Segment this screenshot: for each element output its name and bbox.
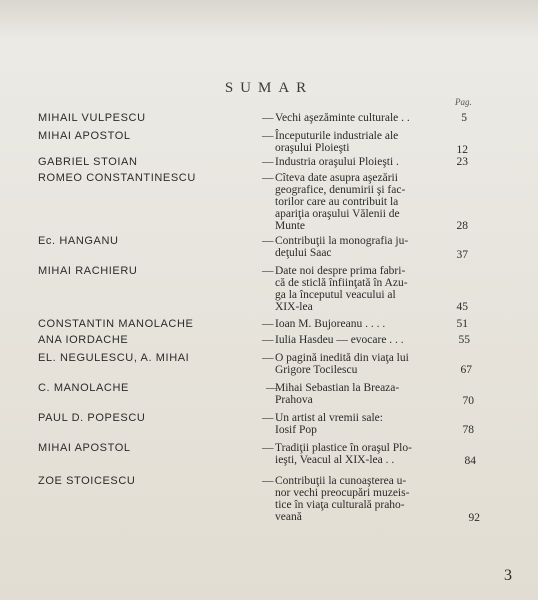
page-title: SUMAR (224, 80, 314, 96)
toc-author: ROMEO CONSTANTINESCU (38, 172, 196, 184)
toc-title-line: Prahova (275, 394, 313, 406)
toc-title-line: tice în viaţa culturală praho- (275, 499, 405, 511)
toc-title (275, 475, 409, 523)
toc-author: ZOE STOICESCU (38, 475, 136, 487)
toc-author: MIHAI RACHIERU (38, 265, 138, 277)
toc-page-number: 92 (468, 512, 480, 524)
toc-page-number: 45 (456, 301, 468, 313)
toc-title-line: Munte (275, 220, 306, 232)
previous-page-edge (0, 0, 538, 40)
toc-title-line: Cîteva date asupra aşezării (275, 172, 398, 184)
toc-title (275, 352, 409, 376)
toc-author: EL. NEGULESCU, A. MIHAI (38, 352, 190, 364)
toc-title-line: Contribuţii la monografia ju- (275, 235, 409, 247)
toc-title-line: Grigore Tocilescu (275, 364, 358, 376)
toc-dash: — (262, 352, 274, 364)
toc-dash: — (262, 318, 274, 330)
toc-dash: — (262, 235, 274, 247)
toc-title-line: că de sticlă înfiinţată în Azu- (275, 277, 408, 289)
toc-page-number: 78 (462, 424, 474, 436)
toc-title-line: XIX-lea (275, 301, 313, 313)
toc-dash: — (262, 334, 274, 346)
toc-dash: — (262, 112, 274, 124)
toc-page-number: 23 (456, 156, 468, 168)
toc-page-number: 51 (456, 318, 468, 330)
toc-title (275, 156, 399, 168)
toc-title-line: O pagină inedită din viaţa lui (275, 352, 409, 364)
toc-page-number: 55 (458, 334, 470, 346)
toc-title (275, 382, 399, 406)
toc-title-line: apariţia oraşului Vălenii de (275, 208, 400, 220)
toc-title-line: Un artist al vremii sale: (275, 412, 383, 424)
toc-title (275, 235, 408, 259)
toc-title (275, 130, 398, 154)
toc-title-line: Date noi despre prima fabri- (275, 265, 406, 277)
toc-dash: — (266, 382, 278, 394)
toc-title-line: nor vechi preocupări muzeis- (275, 487, 410, 499)
toc-title (275, 318, 385, 330)
toc-title-line: ga la începutul veacului al (275, 289, 396, 301)
toc-dash: — (262, 265, 274, 277)
page-column-label: Pag. (455, 97, 472, 107)
toc-title (275, 442, 412, 466)
toc-dash: — (262, 156, 274, 168)
toc-title-line: Iosif Pop (275, 424, 317, 436)
toc-page-number: 28 (456, 220, 468, 232)
toc-author: MIHAI APOSTOL (38, 130, 131, 142)
toc-title-line: oraşului Ploieşti (275, 142, 350, 154)
toc-author: GABRIEL STOIAN (38, 156, 138, 168)
toc-title-line: torilor care au contribuit la (275, 196, 399, 208)
toc-dash: — (262, 442, 274, 454)
toc-dash: — (262, 412, 274, 424)
toc-title-line: veană (275, 511, 302, 523)
toc-title-line: geografice, denumirii şi fac- (275, 184, 406, 196)
toc-page-number: 12 (456, 144, 468, 156)
toc-title-line: deţului Saac (275, 247, 332, 259)
toc-author: CONSTANTIN MANOLACHE (38, 318, 194, 330)
toc-page-number: 84 (464, 455, 476, 467)
folio-number: 3 (504, 567, 512, 584)
toc-page-number: 5 (461, 112, 467, 124)
toc-title (275, 265, 408, 313)
toc-title-line: Tradiţii plastice în oraşul Plo- (275, 442, 412, 454)
toc-dash: — (262, 475, 274, 487)
toc-author: C. MANOLACHE (38, 382, 129, 394)
toc-title-line: Contribuţii la cunoaşterea u- (275, 475, 407, 487)
toc-page-number: 70 (462, 395, 474, 407)
toc-dash: — (262, 172, 274, 184)
toc-title-line: ieşti, Veacul al XIX-lea . . (275, 454, 395, 466)
toc-page-number: 67 (460, 364, 472, 376)
toc-author: PAUL D. POPESCU (38, 412, 146, 424)
toc-author: MIHAI APOSTOL (38, 442, 131, 454)
toc-title-line: Iulia Hasdeu — evocare . . . (275, 334, 404, 346)
toc-title (275, 334, 404, 346)
toc-author: ANA IORDACHE (38, 334, 129, 346)
toc-page-number: 37 (456, 249, 468, 261)
toc-title-line: Vechi aşezăminte culturale . . (275, 112, 410, 124)
toc-title-line: Industria oraşului Ploieşti . (275, 156, 399, 168)
toc-title-line: Începuturile industriale ale (275, 130, 399, 142)
toc-title (275, 412, 383, 436)
toc-author: MIHAIL VULPESCU (38, 112, 146, 124)
toc-title-line: Mihai Sebastian la Breaza- (275, 382, 400, 394)
toc-title (275, 172, 405, 232)
toc-title-line: Ioan M. Bujoreanu . . . . (275, 318, 386, 330)
toc-author: Ec. HANGANU (38, 235, 119, 247)
toc-dash: — (262, 130, 274, 142)
toc-title (275, 112, 410, 124)
